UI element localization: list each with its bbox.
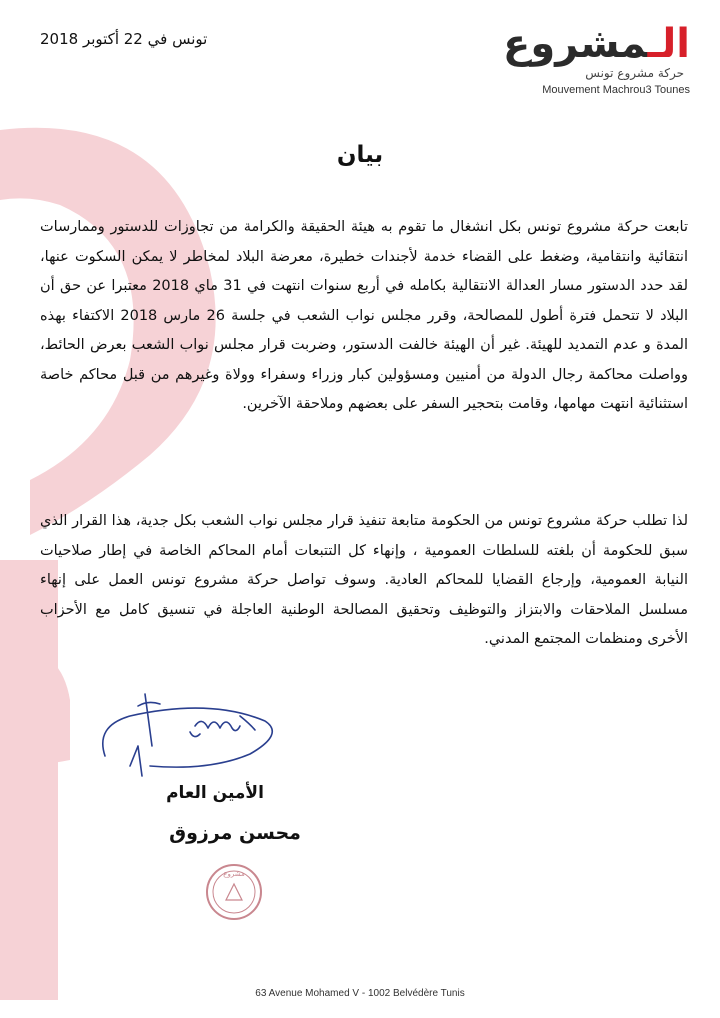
logo-latin-name: Mouvement Machrou3 Tounes — [542, 84, 690, 96]
party-logo — [505, 22, 690, 104]
official-stamp — [204, 862, 264, 922]
body-paragraph-2: لذا تطلب حركة مشروع تونس من الحكومة متابعة تنفيذ قرار مجلس نواب الشعب بكل جدية، هذا القرار الذي سبق للحكومة أن بلغته للسلطات العمومية ، وإنهاء كل التتبعات أمام المحاكم الخاصة في إطار صلاحيات النيابة العمومية، وإرجاع القضايا للمحاكم العادية. وسوف تواصل حركة مشروع تونس العمل على إنهاء مسلسل الملاحقات والابتزاز والتوظيف وتحقيق المصالحة الوطنية العاجلة في تنسيق كامل مع الأحزاب الأخرى ومنظمات المجتمع المدني. — [40, 513, 688, 647]
handwritten-signature — [90, 686, 290, 796]
signatory-name: محسن مرزوق — [169, 822, 301, 844]
footer-address: 63 Avenue Mohamed V - 1002 Belvédère Tunis — [255, 988, 465, 999]
signatory-role: الأمين العام — [166, 783, 264, 803]
logo-wordmark: الـمشروع — [503, 21, 690, 67]
logo-subtitle: حركة مشروع تونس — [585, 66, 684, 80]
letter-date: تونس في 22 أكتوبر 2018 — [40, 30, 208, 48]
svg-text:مشروع: مشروع — [223, 870, 245, 878]
document-title: بيان — [336, 142, 384, 168]
body-paragraph-1: تابعت حركة مشروع تونس بكل انشغال ما تقوم به هيئة الحقيقة والكرامة من تجاوزات للدستور وممارسات انتقائية وانتقامية، وضغط على القضاء خدمة لأجندات خطيرة، معرضة البلاد لمخاطر لا يمكن السكوت عنها، لقد حدد الدستور مسار العدالة الانتقالية بكامله في أربع سنوات انتهت في 31 ماي 2018 معتبرا عن حق أن البلاد لا تتحمل فترة أطول للمصالحة، وقرر مجلس نواب الشعب في جلسة 26 مارس 2018 الاكتفاء بهذه المدة و عدم التمديد للهيئة. غير أن الهيئة خالفت الدستور، وضربت قرار مجلس نواب الشعب بعرض الحائط، وواصلت محاكمة رجال الدولة من أمنيين ومسؤولين كبار وزراء وسفراء وولاة وغيرهم من قبل محاكم خاصة استثنائية انتهت مهامها، وقامت بتحجير السفر على بعضهم وملاحقة الآخرين. — [40, 219, 688, 412]
